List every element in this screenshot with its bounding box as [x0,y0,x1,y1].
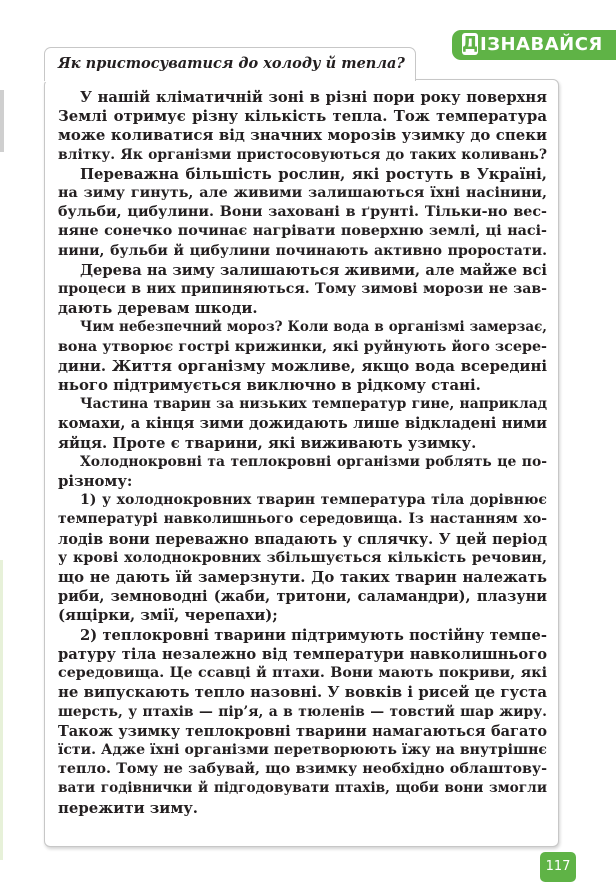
text-line: Чим небезпечний мороз? Коли вода в організмі замерзає, [80,319,547,336]
text-line: Переважна більшість рослин, які ростуть в Україні, [80,164,547,183]
text-line: Частина тварин за низьких температур гине, наприклад [80,396,547,413]
text-line: Дерева на зиму залишаються живими, але майже всі [80,261,547,279]
text-line: У нашій кліматичній зоні в різні пори року поверхня [80,89,547,106]
text-line: вати годівнички й підгодовувати птахів, щоби вони змогли [58,780,547,797]
text-line: шерсть, у птахів — пір’я, а в тюленів — товстий шар жиру. [58,703,547,720]
text-line: нини, бульби й цибулини починають активно проростати. [58,242,547,259]
text-line: не випускають тепло назовні. У вовків і рисей це густа [58,683,547,702]
text-line: комахи, а кінця зими дожидають лише відкладені ними [58,415,547,433]
text-line: температурі навколишнього середовища. Із настанням хо- [58,511,547,528]
tab-joiner [45,78,415,82]
text-line: середовища. Це ссавці й птахи. Вони мають покриви, які [58,665,547,682]
text-line: нього підтримується виключно в рідкому стані. [58,376,481,395]
badge-first-letter: Д [462,33,479,54]
page-number: 117 [540,852,576,882]
text-line: дини. Життя організму можливе, якщо вода всередині [58,356,547,375]
text-line: Також узимку теплокровні тварини намагаються багато [58,722,547,740]
text-line: бульби, цибулини. Вони заховані в ґрунті. Тільки-но вес- [58,204,547,221]
text-line: що не дають їй замерзнути. До таких тварин належать [58,568,547,587]
text-line: 1) у холоднокровних тварин температура тіла дорівнює [80,492,547,509]
text-line: Холоднокровні та теплокровні організми роблять це по- [80,453,547,470]
page-edge-tint [0,560,3,860]
text-line: ратуру тіла незалежно від температури навколишнього [58,645,547,663]
panel-title: Як пристосуватися до холоду й тепла? [58,55,405,72]
text-line: лодів вони переважно впадають у сплячку. У цей період [58,530,547,548]
badge-label: ІЗНАВАЙСЯ [480,34,603,55]
text-line: Землі отримує різну кількість тепла. Тож температура [58,107,547,126]
text-line: риби, земноводні (жаби, тритони, саламандри), плазуни [58,588,547,606]
text-line: пережити зиму. [58,798,198,817]
text-line: процеси в них припиняються. Тому зимові морози не зав- [58,281,547,298]
text-line: тепло. Тому не забувай, що взимку необхідно облаштову- [58,761,547,778]
text-line: 2) теплокровні тварини підтримують постійну темпе- [80,626,547,644]
text-line: у крові холоднокровних збільшується кількість речовин, [58,549,547,566]
section-badge [452,30,616,60]
text-line: різному: [58,472,133,491]
text-line: їсти. Адже їхні організми перетворюють їжу на внутрішнє [58,741,547,758]
page-edge-marker [0,90,4,152]
body-text [58,88,547,818]
text-line: вона утворює гострі крижинки, які руйнують його зсере- [58,338,547,355]
text-line: влітку. Як організми пристосовуються до таких коливань? [58,146,547,163]
text-line: (ящірки, змії, черепахи); [58,606,278,625]
text-line: на зиму гинуть, але живими залишаються їхні насінини, [58,185,547,202]
text-line: може коливатися від значних морозів узимку до спеки [58,126,547,145]
text-line: няне сонечко починає нагрівати поверхню землі, ці насі- [58,223,547,240]
text-line: дають деревам шкоди. [58,299,258,318]
text-line: яйця. Проте є тварини, які виживають узимку. [58,433,477,452]
